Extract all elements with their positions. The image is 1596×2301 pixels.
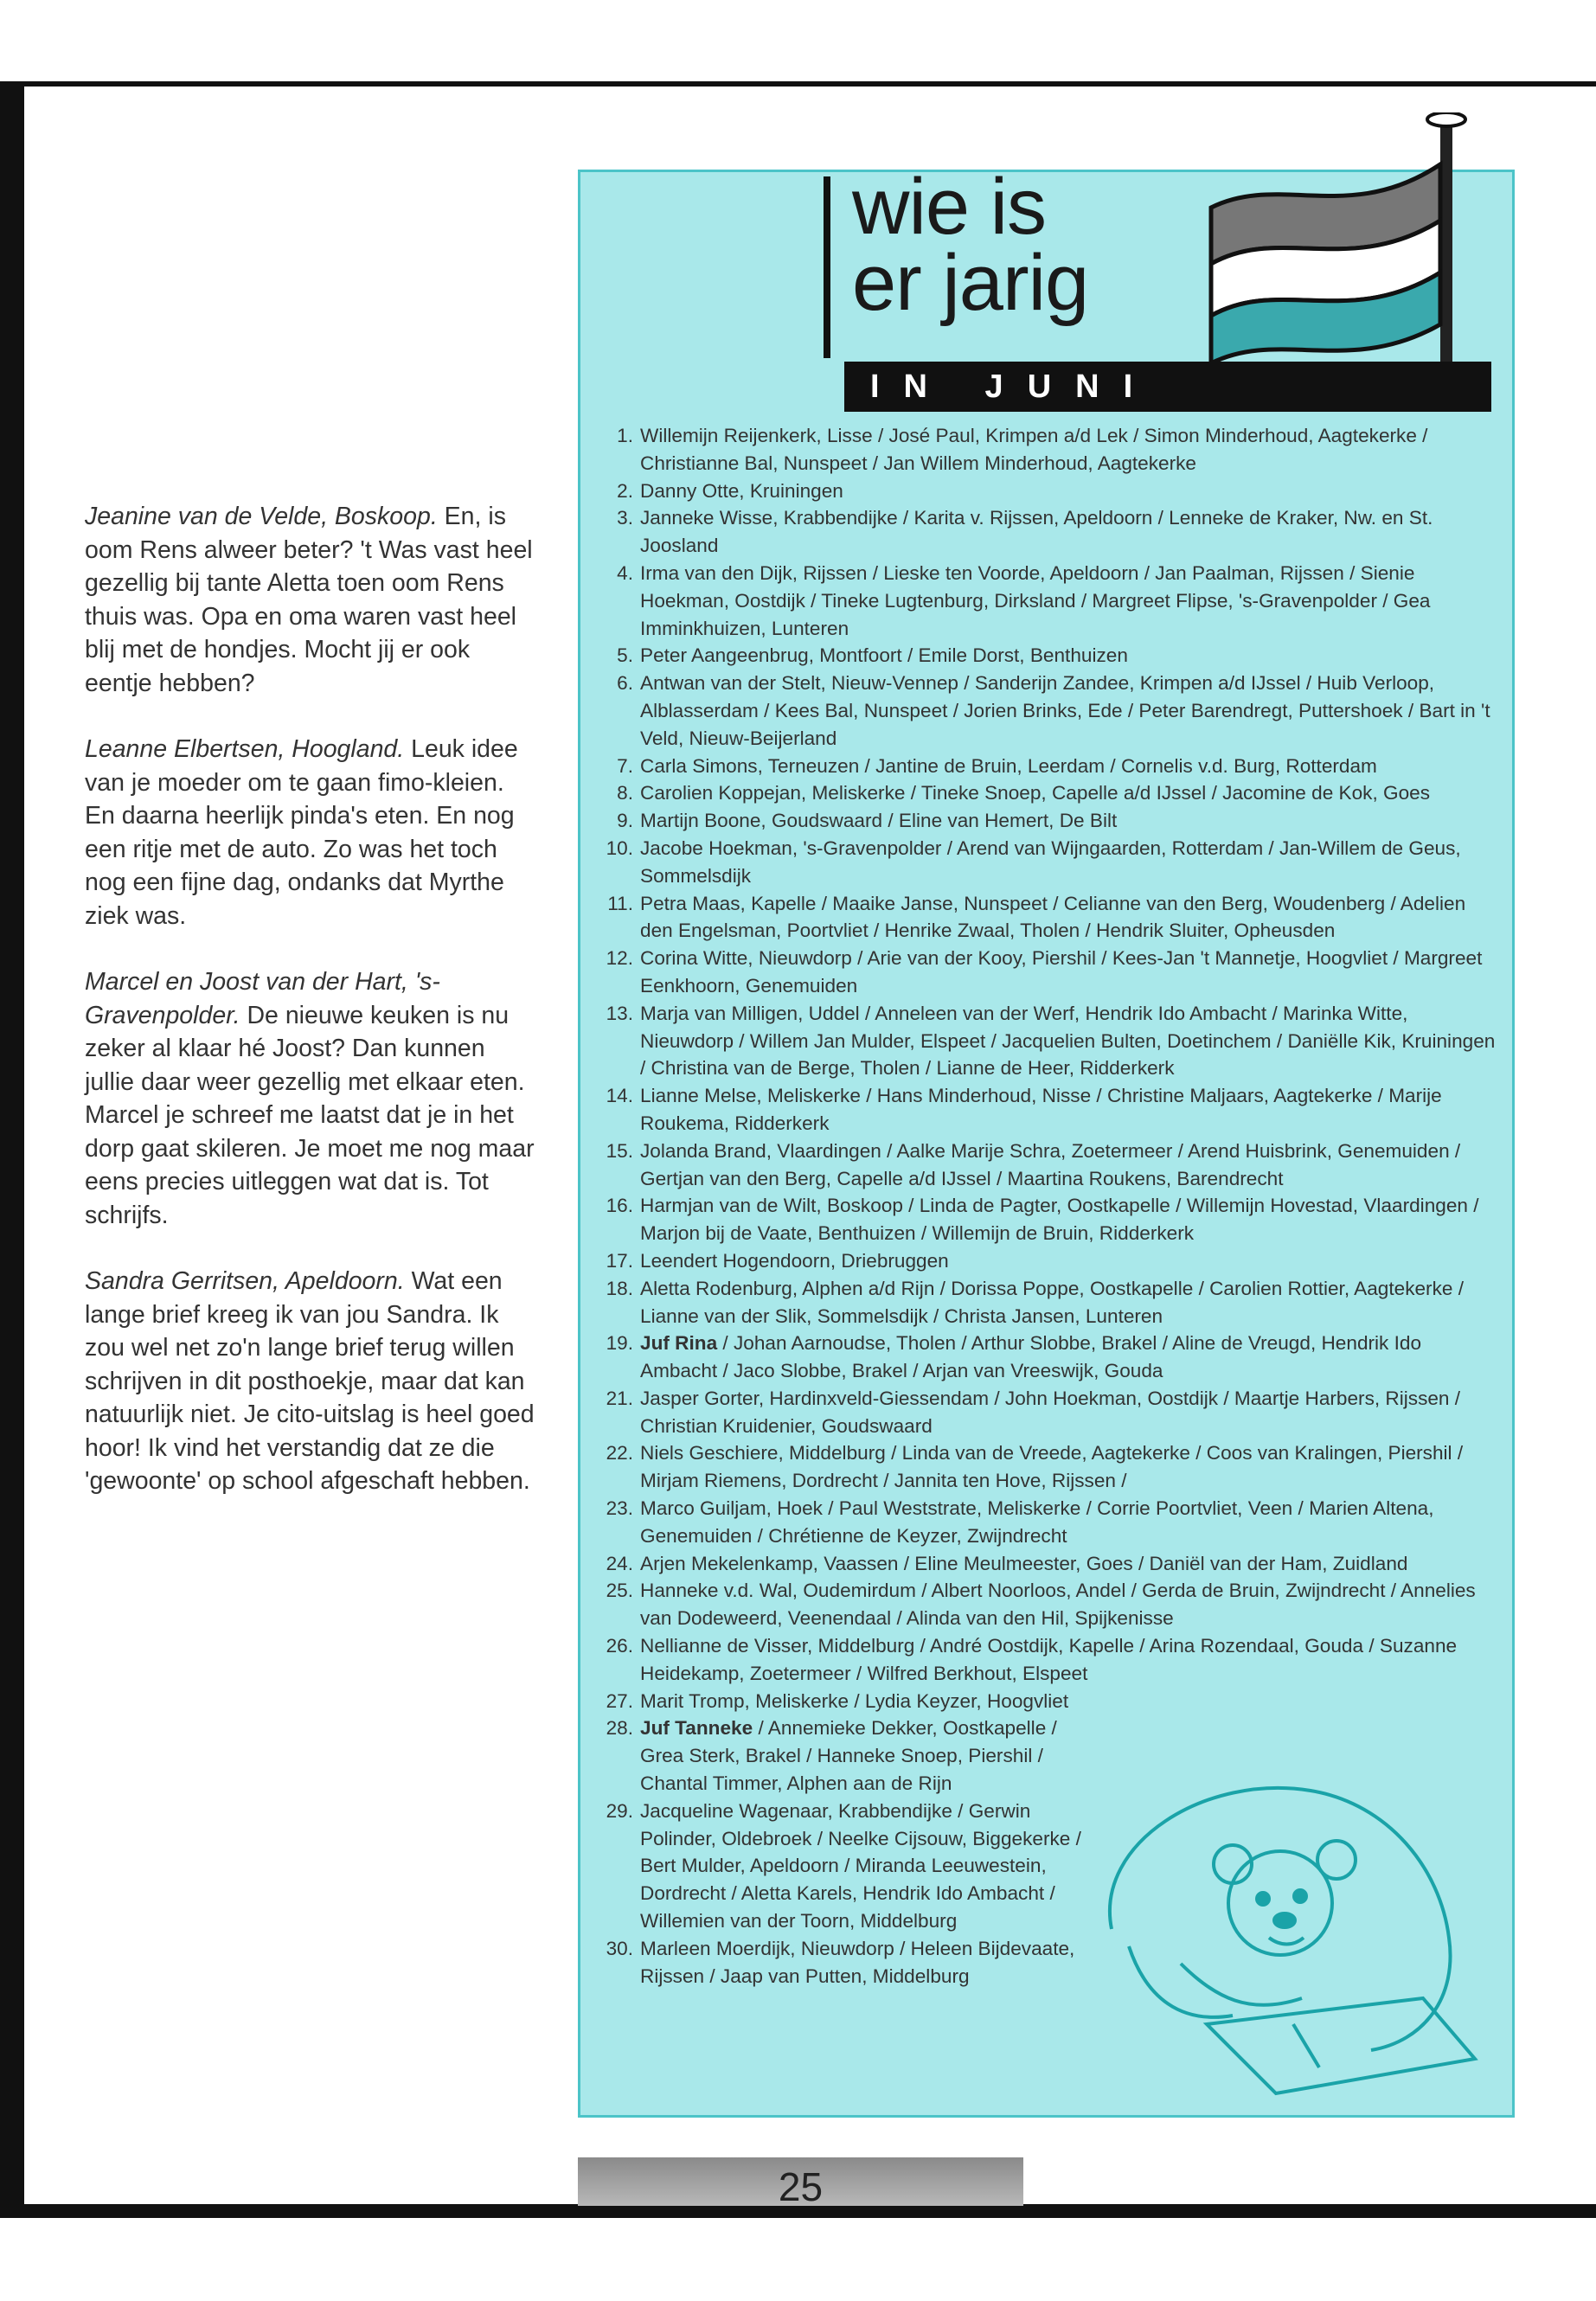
birthday-entry bbox=[597, 835, 1501, 890]
birthday-day-number: 4. bbox=[617, 561, 633, 584]
letter-reply-3 bbox=[85, 1265, 535, 1498]
letter-sender: Marcel en Joost van der Hart, 's-Gravenpolder. bbox=[85, 968, 440, 1029]
flag-icon bbox=[1176, 112, 1505, 381]
title-line-2: er jarig bbox=[852, 239, 1089, 327]
birthday-names-text: Corina Witte, Nieuwdorp / Arie van der Kooy, Piershil / Kees-Jan 't Mannetje, Hoogvliet / Margreet Eenkhoorn, Genemuiden bbox=[640, 947, 1483, 997]
birthday-names-text: Janneke Wisse, Krabbendijke / Karita v. Rijssen, Apeldoorn / Lenneke de Kraker, Nw. en St. Joosland bbox=[640, 507, 1433, 557]
birthday-day-number: 13. bbox=[606, 1002, 633, 1024]
birthday-entry bbox=[597, 422, 1501, 478]
letter-text: De nieuwe keuken is nu zeker al klaar hé Joost? Dan kunnen jullie daar weer gezellig met elkaar eten. Marcel je schreef me laatst dat je in het dorp gaat skileren. Je moet me nog maar eens precies uitleggen wat dat is. Tot schrijfs. bbox=[85, 1001, 535, 1229]
birthday-entry bbox=[597, 1577, 1501, 1632]
birthday-names-text: Arjen Mekelenkamp, Vaassen / Eline Meulmeester, Goes / Daniël van der Ham, Zuidland bbox=[640, 1552, 1408, 1574]
birthday-names-text: Jacqueline Wagenaar, Krabbendijke / Gerwin Polinder, Oldebroek / Neelke Cijsouw, Biggekerke / Bert Mulder, Apeldoorn / Miranda Leeuwestein, Dordrecht / Aletta Karels, Hendrik Ido Ambacht / Willemien van der Toorn, Middelburg bbox=[640, 1799, 1081, 1932]
bear-drawing-icon bbox=[1077, 1739, 1492, 2102]
birthday-day-number: 2. bbox=[617, 479, 633, 502]
birthday-entry bbox=[597, 1330, 1501, 1385]
birthday-names bbox=[640, 1247, 1501, 1275]
birthday-names-text: Irma van den Dijk, Rijssen / Lieske ten Voorde, Apeldoorn / Jan Paalman, Rijssen / Sienie Hoekman, Oostdijk / Tineke Lugtenburg, Dirksland / Margreet Flipse, 's-Gravenpolder / Gea Imminkhuizen, Lunteren bbox=[640, 561, 1431, 639]
birthday-entry bbox=[597, 1385, 1501, 1440]
birthday-entry bbox=[597, 642, 1501, 670]
birthday-names bbox=[640, 504, 1501, 560]
birthday-names bbox=[640, 478, 1501, 505]
birthday-day-number: 9. bbox=[617, 810, 633, 832]
birthday-names-text: / Annemieke Dekker, Oostkapelle / Grea Sterk, Brakel / Hanneke Snoep, Piershil / Chantal Timmer, Alphen aan de Rijn bbox=[640, 1717, 1057, 1795]
birthday-day-number: 29. bbox=[606, 1799, 633, 1822]
birthday-day-number: 5. bbox=[617, 644, 633, 667]
birthday-entry bbox=[597, 1550, 1501, 1578]
birthday-entry bbox=[597, 1000, 1501, 1082]
birthday-teacher-name: Juf Rina bbox=[640, 1332, 718, 1355]
letter-text: En, is oom Rens alweer beter? 't Was vast heel gezellig bij tante Aletta toen oom Rens thuis was. Opa en oma waren vast heel blij met de hondjes. Mocht jij er ook eentje hebben? bbox=[85, 503, 533, 697]
birthday-day-number: 1. bbox=[617, 425, 633, 446]
birthday-names-text: Lianne Melse, Meliskerke / Hans Minderhoud, Nisse / Christine Maljaars, Aagtekerke / Marije Roukema, Ridderkerk bbox=[640, 1085, 1442, 1134]
birthday-entry bbox=[597, 670, 1501, 752]
birthday-names-text: Nellianne de Visser, Middelburg / André Oostdijk, Kapelle / Arina Rozendaal, Gouda / Suzanne Heidekamp, Zoetermeer / Wilfred Berkhout, Elspeet bbox=[640, 1635, 1458, 1684]
birthday-day-number: 6. bbox=[617, 672, 633, 695]
title-line-1: wie is bbox=[852, 163, 1047, 251]
birthday-names-text: Marja van Milligen, Uddel / Anneleen van der Werf, Hendrik Ido Ambacht / Marinka Witte, Nieuwdorp / Willem Jan Mulder, Elspeet / Jacquelien Bulten, Doetinchem / Daniëlle Kik, Kruiningen / Christina van de Berge, Tholen / Lianne de Heer, Ridderkerk bbox=[640, 1002, 1496, 1080]
birthday-names bbox=[640, 1082, 1501, 1138]
birthday-names-text: Peter Aangeenbrug, Montfoort / Emile Dorst, Benthuizen bbox=[640, 644, 1128, 667]
birthday-entry bbox=[597, 753, 1501, 780]
letter-text: Wat een lange brief kreeg ik van jou Sandra. Ik zou wel net zo'n lange brief terug willen schrijven in dit posthoekje, maar dat kan natuurlijk niet. Je cito-uitslag is heel goed hoor! Ik vind het verstandig dat ze die 'gewoonte' op school afgeschaft hebben. bbox=[85, 1267, 535, 1495]
birthday-day-number: 23. bbox=[606, 1497, 633, 1520]
birthday-names bbox=[640, 560, 1501, 642]
birthday-names bbox=[640, 753, 1501, 780]
birthday-names-text: Niels Geschiere, Middelburg / Linda van de Vreede, Aagtekerke / Coos van Kralingen, Piershil / Mirjam Riemens, Dordrecht / Jannita ten Hove, Rijssen / bbox=[640, 1442, 1464, 1492]
birthday-names bbox=[640, 670, 1501, 752]
birthday-names-text: Willemijn Reijenkerk, Lisse / José Paul, Krimpen a/d Lek / Simon Minderhoud, Aagtekerke / Christianne Bal, Nunspeet / Jan Willem Minderhoud, Aagtekerke bbox=[640, 425, 1428, 474]
birthday-names-text: Aletta Rodenburg, Alphen a/d Rijn / Dorissa Poppe, Oostkapelle / Carolien Rottier, Aagtekerke / Lianne van der Slik, Sommelsdijk / Christa Jansen, Lunteren bbox=[640, 1277, 1464, 1327]
birthday-names bbox=[640, 835, 1501, 890]
birthday-names bbox=[640, 1495, 1501, 1550]
page-number: 25 bbox=[778, 2164, 824, 2209]
birthday-names bbox=[640, 1330, 1501, 1385]
birthday-names bbox=[640, 1715, 1103, 1797]
letter-sender: Sandra Gerritsen, Apeldoorn. bbox=[85, 1267, 405, 1295]
birthday-names-text: Carla Simons, Terneuzen / Jantine de Bruin, Leerdam / Cornelis v.d. Burg, Rotterdam bbox=[640, 754, 1377, 777]
birthday-day-number: 10. bbox=[606, 836, 633, 859]
panel-title bbox=[852, 163, 1089, 327]
letter-text: Leuk idee van je moeder om te gaan fimo-kleien. En daarna heerlijk pinda's eten. En nog een ritje met de auto. Zo was het toch nog een fijne dag, ondanks dat Myrthe ziek was. bbox=[85, 735, 518, 930]
birthday-names bbox=[640, 1798, 1103, 1935]
birthday-names bbox=[640, 1550, 1501, 1578]
birthday-entry bbox=[597, 1082, 1501, 1138]
birthday-day-number: 7. bbox=[617, 754, 633, 777]
birthday-entry bbox=[597, 807, 1501, 835]
birthday-entry bbox=[597, 1192, 1501, 1247]
birthday-entry bbox=[597, 478, 1501, 505]
birthday-names bbox=[640, 642, 1501, 670]
birthday-names-text: Marco Guiljam, Hoek / Paul Weststrate, Meliskerke / Corrie Poortvliet, Veen / Marien Altena, Genemuiden / Chrétienne de Keyzer, Zwijndrecht bbox=[640, 1497, 1434, 1547]
birthday-names-text: Marleen Moerdijk, Nieuwdorp / Heleen Bijdevaate, Rijssen / Jaap van Putten, Middelburg bbox=[640, 1937, 1075, 1987]
page-border-top bbox=[0, 81, 1596, 87]
letter-reply-0 bbox=[85, 500, 535, 700]
birthday-names-text: Hanneke v.d. Wal, Oudemirdum / Albert Noorloos, Andel / Gerda de Bruin, Zwijndrecht / Annelies van Dodeweerd, Veenendaal / Alinda van den Hil, Spijkenisse bbox=[640, 1580, 1476, 1630]
birthday-names-text: Jacobe Hoekman, 's-Gravenpolder / Arend van Wijngaarden, Rotterdam / Jan-Willem de Geus, Sommelsdijk bbox=[640, 836, 1461, 887]
birthday-names bbox=[640, 1192, 1501, 1247]
letter-reply-2 bbox=[85, 965, 535, 1232]
birthday-names bbox=[640, 1000, 1501, 1082]
birthday-names bbox=[640, 807, 1501, 835]
birthday-names bbox=[640, 779, 1501, 807]
birthday-day-number: 3. bbox=[617, 507, 633, 529]
birthday-entry bbox=[597, 945, 1501, 1000]
birthday-day-number: 24. bbox=[606, 1552, 633, 1574]
birthday-names-text: Jolanda Brand, Vlaardingen / Aalke Marije Schra, Zoetermeer / Arend Huisbrink, Genemuiden / Gertjan van den Berg, Capelle a/d IJssel / Maartina Roukens, Barendrecht bbox=[640, 1139, 1461, 1189]
birthday-names-text: Leendert Hogendoorn, Driebruggen bbox=[640, 1249, 949, 1272]
birthday-teacher-name: Juf Tanneke bbox=[640, 1717, 753, 1740]
birthday-names-text: Jasper Gorter, Hardinxveld-Giessendam / John Hoekman, Oostdijk / Maartje Harbers, Rijssen / Christian Kruidenier, Goudswaard bbox=[640, 1387, 1461, 1437]
birthday-day-number: 18. bbox=[606, 1277, 633, 1299]
letter-reply-1 bbox=[85, 733, 535, 933]
birthday-names-text: Petra Maas, Kapelle / Maaike Janse, Nunspeet / Celianne van den Berg, Woudenberg / Adelien den Engelsman, Poortvliet / Henrike Zwaal, Tholen / Hendrik Sluiter, Opheusden bbox=[640, 892, 1466, 942]
birthday-day-number: 21. bbox=[606, 1387, 633, 1409]
birthday-day-number: 8. bbox=[617, 782, 633, 804]
birthday-names bbox=[640, 1138, 1501, 1193]
birthday-day-number: 25. bbox=[606, 1580, 633, 1602]
birthday-entry bbox=[597, 1247, 1501, 1275]
post-corner-column bbox=[85, 500, 535, 1531]
birthday-entry bbox=[597, 1275, 1501, 1330]
birthday-day-number: 15. bbox=[606, 1139, 633, 1162]
birthday-day-number: 28. bbox=[606, 1717, 633, 1740]
birthday-names bbox=[640, 1688, 1501, 1715]
birthday-entry bbox=[597, 1495, 1501, 1550]
birthday-names bbox=[640, 945, 1501, 1000]
birthday-day-number: 16. bbox=[606, 1195, 633, 1217]
birthday-names bbox=[640, 1935, 1103, 1990]
birthday-names-text: Danny Otte, Kruiningen bbox=[640, 479, 843, 502]
title-accent-bar bbox=[824, 176, 830, 358]
birthday-entry bbox=[597, 1632, 1501, 1688]
birthday-names-text: Antwan van der Stelt, Nieuw-Vennep / Sanderijn Zandee, Krimpen a/d IJssel / Huib Verloop, Alblasserdam / Kees Bal, Nunspeet / Jorien Brinks, Ede / Peter Barendregt, Puttershoek / Bart in 't Veld, Nieuw-Beijerland bbox=[640, 672, 1490, 749]
birthday-names-text: / Johan Aarnoudse, Tholen / Arthur Slobbe, Brakel / Aline de Vreugd, Hendrik Ido Ambacht / Jaco Slobbe, Brakel / Arjan van Vreeswijk, Gouda bbox=[640, 1332, 1422, 1382]
birthday-day-number: 17. bbox=[606, 1249, 633, 1272]
birthday-entry bbox=[597, 1138, 1501, 1193]
letter-sender: Jeanine van de Velde, Boskoop. bbox=[85, 503, 438, 530]
birthday-names bbox=[640, 422, 1501, 478]
birthday-day-number: 14. bbox=[606, 1085, 633, 1107]
birthday-day-number: 26. bbox=[606, 1635, 633, 1657]
birthday-day-number: 12. bbox=[606, 947, 633, 970]
birthday-entry bbox=[597, 1439, 1501, 1495]
month-band: IN JUNI bbox=[844, 362, 1491, 412]
birthday-entry bbox=[597, 1688, 1501, 1715]
birthday-names bbox=[640, 1385, 1501, 1440]
letter-sender: Leanne Elbertsen, Hoogland. bbox=[85, 735, 405, 763]
birthday-entry bbox=[597, 504, 1501, 560]
birthday-entry bbox=[597, 560, 1501, 642]
birthday-names bbox=[640, 1577, 1501, 1632]
birthday-names-text: Martijn Boone, Goudswaard / Eline van Hemert, De Bilt bbox=[640, 810, 1118, 832]
page-border-left bbox=[0, 81, 24, 2218]
birthday-names bbox=[640, 1439, 1501, 1495]
birthday-day-number: 27. bbox=[606, 1689, 633, 1712]
birthday-day-number: 30. bbox=[606, 1937, 633, 1959]
birthday-names bbox=[640, 1632, 1501, 1688]
birthday-day-number: 19. bbox=[606, 1332, 633, 1355]
birthday-entry bbox=[597, 779, 1501, 807]
birthday-names-text: Carolien Koppejan, Meliskerke / Tineke Snoep, Capelle a/d IJssel / Jacomine de Kok, Goes bbox=[640, 782, 1431, 804]
birthday-names bbox=[640, 1275, 1501, 1330]
birthday-names bbox=[640, 890, 1501, 945]
birthday-day-number: 22. bbox=[606, 1442, 633, 1465]
birthday-day-number: 11. bbox=[607, 892, 633, 914]
birthday-names-text: Harmjan van de Wilt, Boskoop / Linda de Pagter, Oostkapelle / Willemijn Hovestad, Vlaardingen / Marjon bij de Vaate, Benthuizen / Willemijn de Bruin, Ridderkerk bbox=[640, 1195, 1479, 1245]
birthday-names-text: Marit Tromp, Meliskerke / Lydia Keyzer, Hoogvliet bbox=[640, 1689, 1069, 1712]
birthday-entry bbox=[597, 890, 1501, 945]
